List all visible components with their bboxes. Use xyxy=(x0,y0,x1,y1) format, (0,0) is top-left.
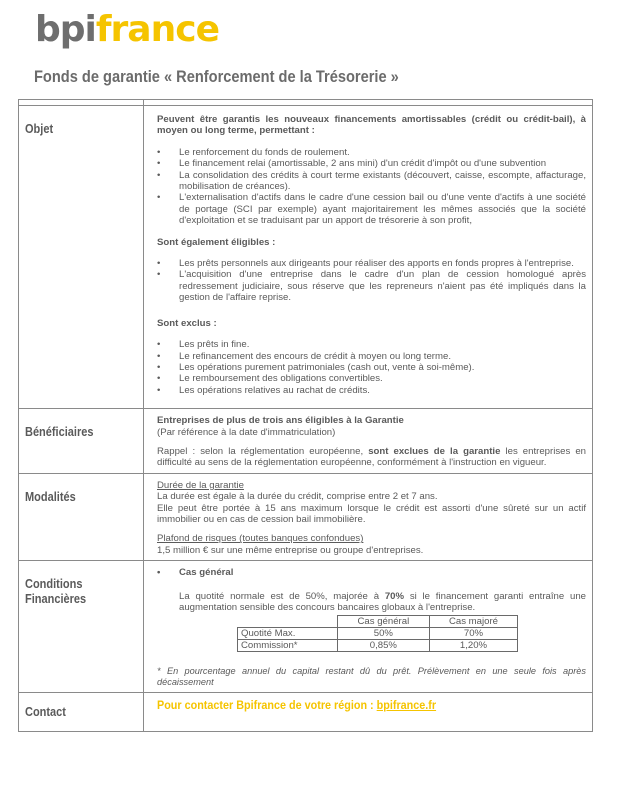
table-cell: Quotité Max. xyxy=(238,628,338,640)
table-row xyxy=(238,616,518,628)
list-item: • Les opérations purement patrimoniales (cash out, vente à soi-même). xyxy=(157,361,475,373)
row-contact xyxy=(19,693,593,732)
conditions-content xyxy=(144,561,593,693)
list-item: • Les prêts in fine. xyxy=(157,339,250,351)
beneficiaires-label: Bénéficiaires xyxy=(19,409,144,474)
list-item: • La consolidation des crédits à court terme existants (découvert, caisse, escompte, affacturage, mobilisation de créances). xyxy=(157,169,586,193)
table-cell: 0,85% xyxy=(337,640,429,652)
beneficiaires-note: (Par référence à la date d'immatriculation) xyxy=(157,426,336,438)
list-item: • Le refinancement des encours de crédit à moyen ou long terme. xyxy=(157,350,451,362)
row-objet xyxy=(19,106,593,409)
beneficiaires-content xyxy=(144,409,593,474)
list-item: • Le remboursement des obligations convertibles. xyxy=(157,373,383,385)
table-cell: Commission* xyxy=(238,640,338,652)
bpifrance-link[interactable]: bpifrance.fr xyxy=(376,698,437,713)
objet-content xyxy=(144,106,593,409)
row-beneficiaires xyxy=(19,409,593,474)
beneficiaires-rappel: Rappel : selon la réglementation européenne, sont exclues de la garantie les entreprises en difficulté au sens de la réglementation européenne, conformément à l'instruction en vigueur. xyxy=(157,445,587,469)
duree-text-2: Elle peut être portée à 15 ans maximum lorsque le crédit est assorti d'une sûreté sur un actif immobilier ou en cas de cession bail immobilière. xyxy=(157,502,586,525)
fund-details-table xyxy=(18,99,593,732)
row-conditions xyxy=(19,561,593,693)
exclus-list xyxy=(157,339,586,396)
plafond-title: Plafond de risques (toutes banques confondues) xyxy=(157,533,364,545)
eligible-list xyxy=(157,258,586,304)
row-modalites xyxy=(19,473,593,560)
list-item: • Les opérations relatives au rachat de crédits. xyxy=(157,384,370,396)
table-cell: 50% xyxy=(337,628,429,640)
duree-title: Durée de la garantie xyxy=(157,479,244,491)
table-header: Cas majoré xyxy=(429,616,517,628)
list-item: • Les prêts personnels aux dirigeants pour réaliser des apports en fonds propres à l'entreprise. xyxy=(157,258,574,270)
bpifrance-logo: bpifrance xyxy=(35,9,219,50)
duree-text-1: La durée est égale à la durée du crédit, comprise entre 2 et 7 ans. xyxy=(157,491,438,503)
modalites-content xyxy=(144,473,593,560)
contact-label: Contact xyxy=(19,693,144,732)
eligible-title: Sont également éligibles : xyxy=(157,236,276,248)
commission-table xyxy=(237,615,518,652)
list-item: • L'acquisition d'une entreprise dans le cadre d'un plan de cession homologué après redressement judiciaire, sous réserve que les repreneurs n'aient pas été impliqués dans la gestion de l'affaire reprise. xyxy=(157,269,586,304)
quotite-text: La quotité normale est de 50%, majorée à 70% si le financement garanti entraîne une augmentation sensible des concours bancaires globaux à l'entreprise. xyxy=(179,590,586,613)
table-row xyxy=(238,640,518,652)
list-item: • Le financement relai (amortissable, 2 ans mini) d'un crédit d'impôt ou d'une subvention xyxy=(157,158,547,170)
commission-footnote: * En pourcentage annuel du capital restant dû du prêt. Prélèvement en une seule fois après décaissement xyxy=(157,666,586,688)
document-title: Fonds de garantie « Renforcement de la Trésorerie » xyxy=(34,67,399,86)
objet-label: Objet xyxy=(19,106,144,409)
contact-text: Pour contacter Bpifrance de votre région : bpifrance.fr xyxy=(157,698,437,713)
cas-general-title: • Cas général xyxy=(157,567,234,579)
list-item: • Le renforcement du fonds de roulement. xyxy=(157,146,350,158)
objet-list xyxy=(157,147,586,227)
table-row xyxy=(238,628,518,640)
contact-content xyxy=(144,693,593,732)
modalites-label: Modalités xyxy=(19,473,144,560)
list-item: • L'externalisation d'actifs dans le cadre d'une cession bail ou d'une vente d'actifs à une société de portage (SCI par exemple) ayant majoritairement les mêmes associés que la société d'exploitation et se traduisant par un apport de trésorerie à son profit, xyxy=(157,192,586,227)
conditions-label: Conditions Financières xyxy=(19,561,144,693)
exclus-title: Sont exclus : xyxy=(157,317,217,329)
table-cell: 70% xyxy=(429,628,517,640)
objet-intro: Peuvent être garantis les nouveaux financements amortissables (crédit ou crédit-bail), à moyen ou long terme, permettant : xyxy=(157,114,586,137)
beneficiaires-heading: Entreprises de plus de trois ans éligibles à la Garantie xyxy=(157,415,404,427)
plafond-text: 1,5 million € sur une même entreprise ou groupe d'entreprises. xyxy=(157,544,424,556)
table-header: Cas général xyxy=(337,616,429,628)
table-cell: 1,20% xyxy=(429,640,517,652)
